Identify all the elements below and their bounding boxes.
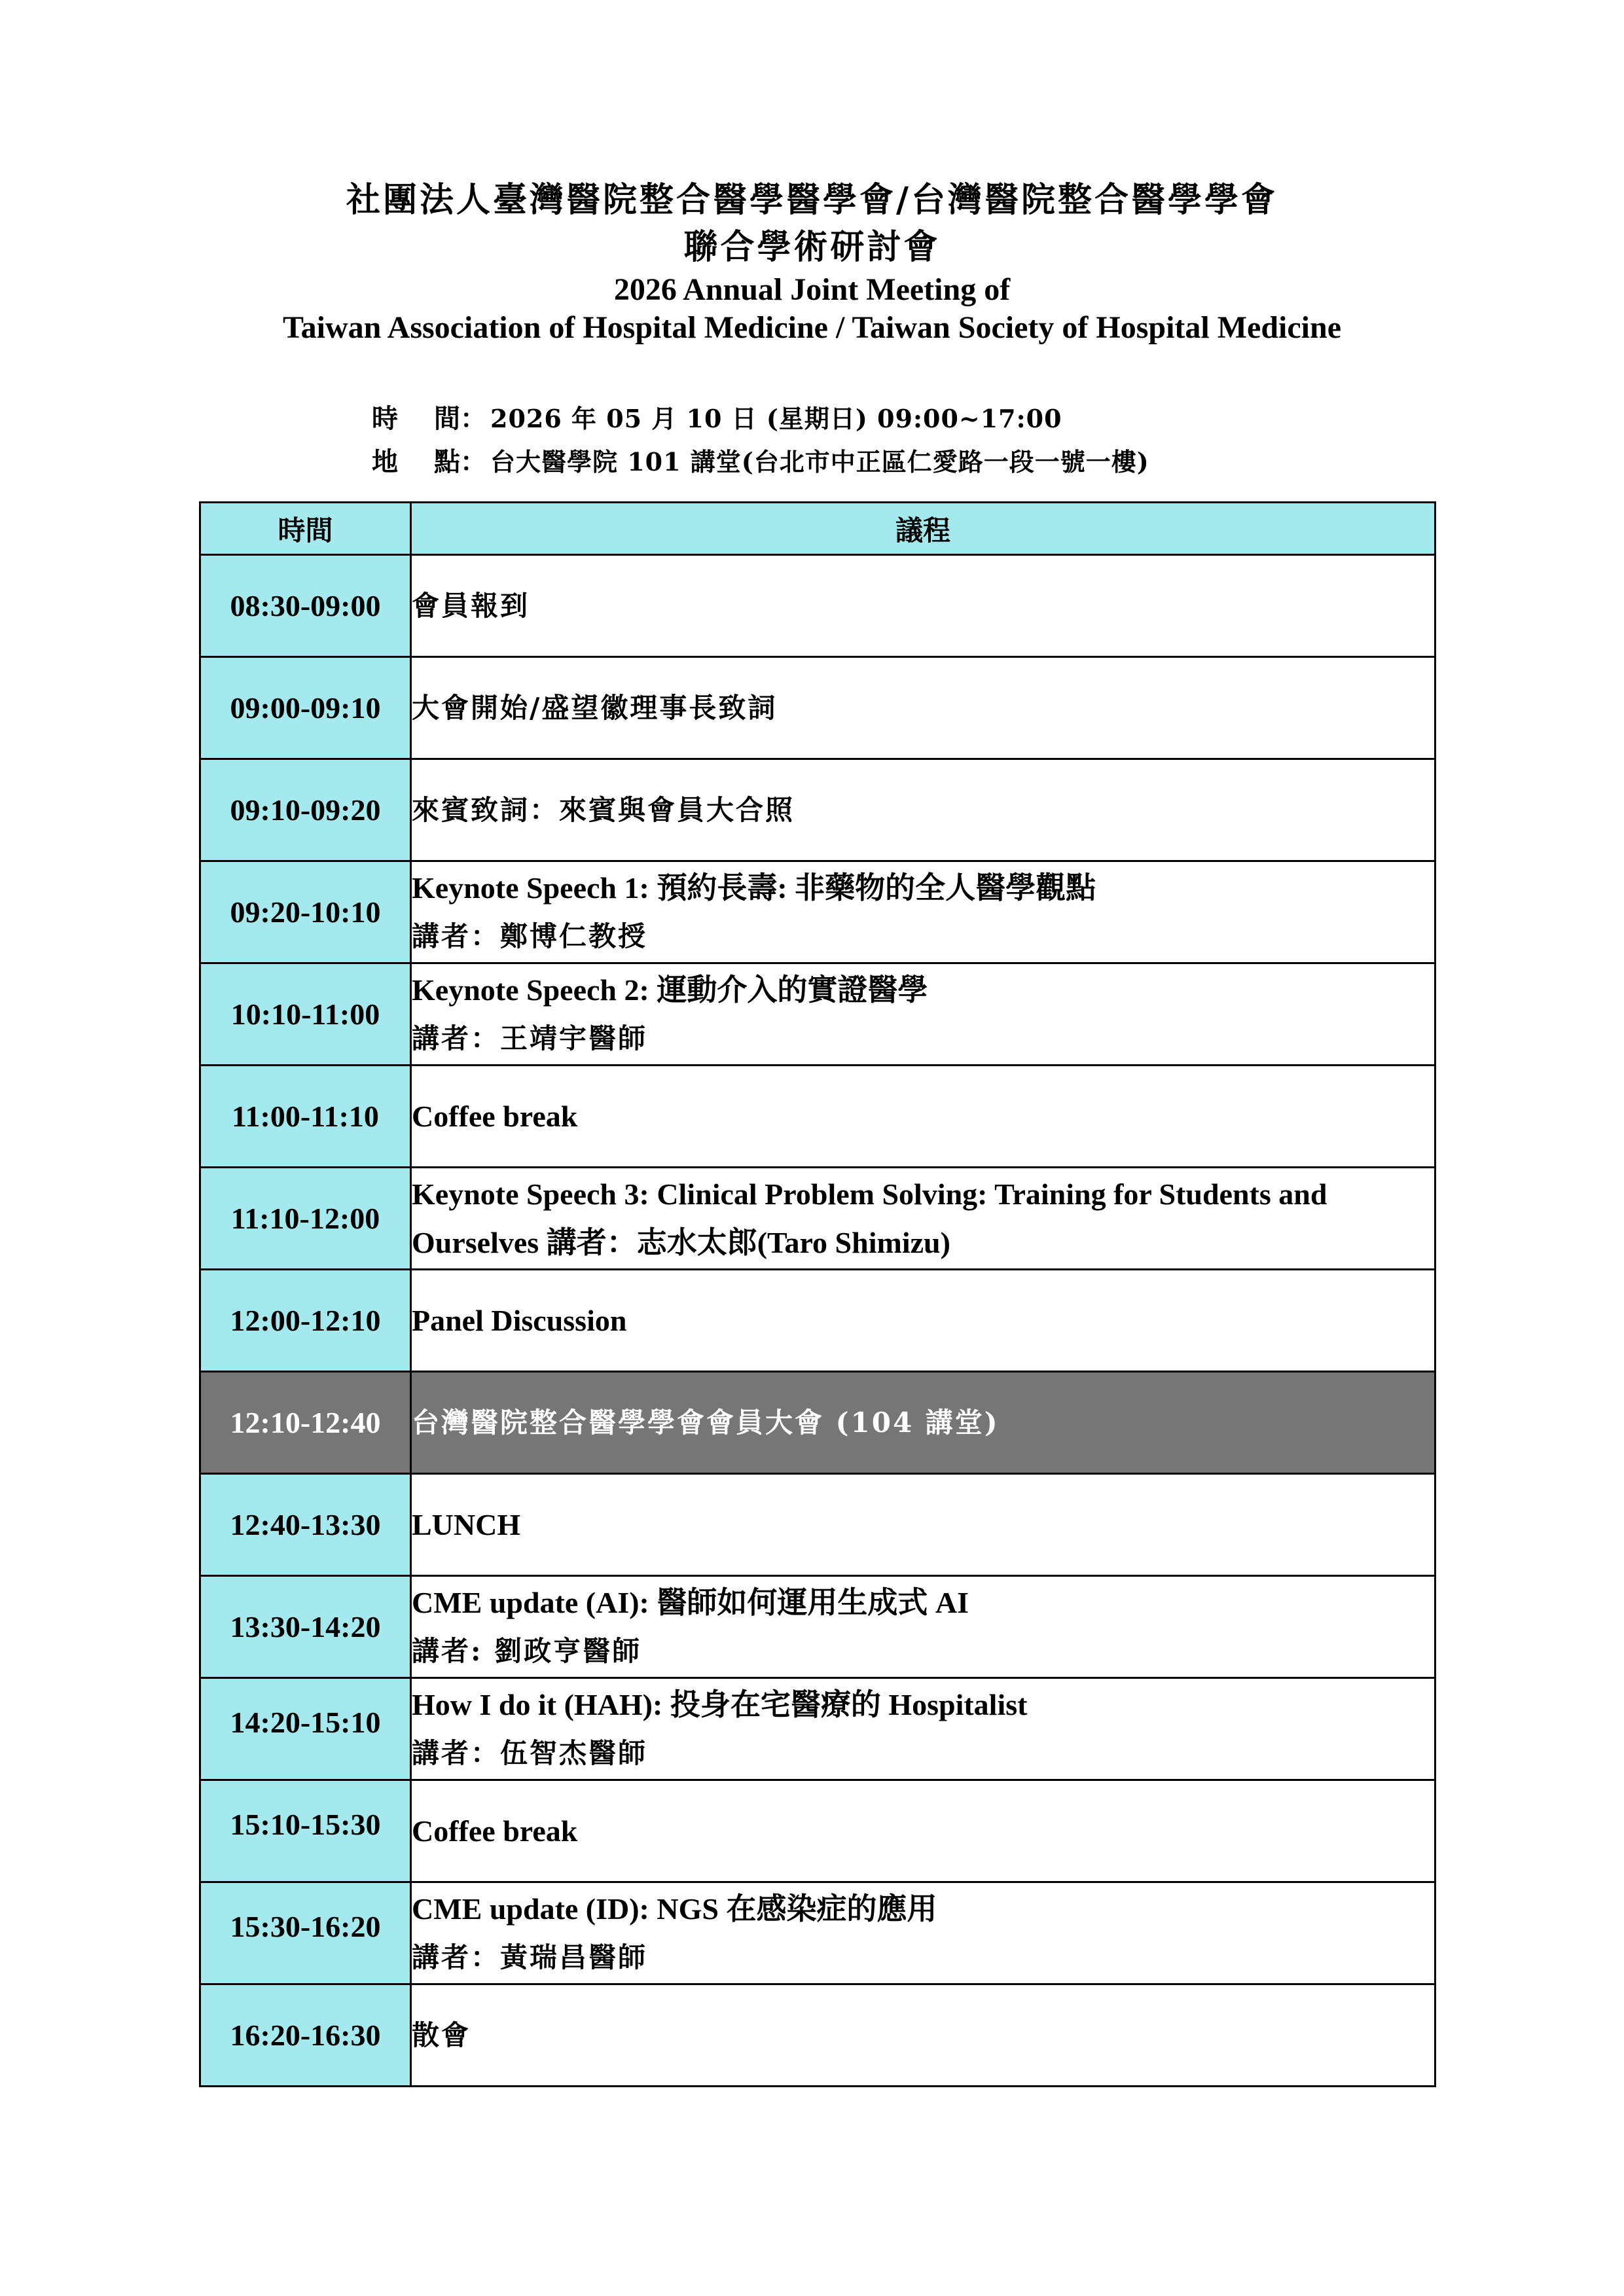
session-item xyxy=(411,861,1435,963)
session-time: 09:20-10:10 xyxy=(200,861,411,963)
session-title: CME update (ID): NGS 在感染症的應用 xyxy=(412,1892,937,1926)
table-row xyxy=(200,1678,1435,1780)
session-time: 16:20-16:30 xyxy=(200,1984,411,2087)
table-row xyxy=(200,1474,1435,1576)
session-title: 大會開始/盛望徽理事長致詞 xyxy=(412,691,778,724)
table-row xyxy=(200,1576,1435,1678)
session-title: Keynote Speech 1: 預約長壽: 非藥物的全人醫學觀點 xyxy=(412,870,1096,905)
title-en-line1: 2026 Annual Joint Meeting of xyxy=(613,272,1011,307)
session-title: Coffee break xyxy=(412,1099,578,1133)
meta-time-label-a: 時 xyxy=(372,403,398,434)
session-time: 08:30-09:00 xyxy=(200,555,411,657)
session-time: 15:30-16:20 xyxy=(200,1882,411,1984)
session-title: 來賓致詞：來賓與會員大合照 xyxy=(412,793,795,826)
session-speaker: Ourselves 講者：志水太郎(Taro Shimizu) xyxy=(412,1225,950,1259)
column-header-agenda: 議程 xyxy=(411,503,1435,555)
meta-place-label xyxy=(372,441,460,478)
session-item xyxy=(411,1168,1435,1270)
session-item xyxy=(411,1372,1435,1474)
event-meta xyxy=(372,398,1149,484)
session-title: LUNCH xyxy=(412,1507,521,1541)
session-item xyxy=(411,1984,1435,2087)
session-time: 12:10-12:40 xyxy=(200,1372,411,1474)
column-header-time: 時間 xyxy=(200,503,411,555)
meta-place-colon: ： xyxy=(460,446,486,477)
table-row xyxy=(200,1066,1435,1168)
meta-time-label-b: 間 xyxy=(434,403,460,434)
session-title: Coffee break xyxy=(412,1814,578,1848)
session-title: 散會 xyxy=(412,2018,471,2051)
meta-place-label-b: 點 xyxy=(434,446,460,477)
session-speaker: 講者：鄭博仁教授 xyxy=(412,920,648,952)
table-row xyxy=(200,657,1435,759)
session-item xyxy=(411,963,1435,1066)
session-title: Panel Discussion xyxy=(412,1303,627,1337)
agenda-table xyxy=(199,501,1436,2087)
session-speaker: 講者: 劉政亨醫師 xyxy=(412,1634,642,1667)
meta-place-row xyxy=(372,441,1149,484)
table-row-highlighted xyxy=(200,1372,1435,1474)
session-item xyxy=(411,1474,1435,1576)
session-time: 09:00-09:10 xyxy=(200,657,411,759)
table-row xyxy=(200,861,1435,963)
session-time: 12:40-13:30 xyxy=(200,1474,411,1576)
session-time: 11:10-12:00 xyxy=(200,1168,411,1270)
meta-time-colon: ： xyxy=(460,403,486,434)
table-row xyxy=(200,963,1435,1066)
table-row xyxy=(200,1882,1435,1984)
session-title: CME update (AI): 醫師如何運用生成式 AI xyxy=(412,1585,969,1619)
document-header xyxy=(0,177,1624,347)
session-item xyxy=(411,555,1435,657)
meta-place-label-a: 地 xyxy=(372,446,398,477)
session-title: Keynote Speech 2: 運動介入的實證醫學 xyxy=(412,973,928,1007)
session-item xyxy=(411,1066,1435,1168)
meta-time-row xyxy=(372,398,1149,441)
meta-time-label xyxy=(372,398,460,435)
session-item xyxy=(411,1882,1435,1984)
table-row xyxy=(200,759,1435,861)
agenda-header-row xyxy=(200,503,1435,555)
session-item xyxy=(411,1576,1435,1678)
session-time: 11:00-11:10 xyxy=(200,1066,411,1168)
session-title: 會員報到 xyxy=(412,589,530,622)
session-item xyxy=(411,1780,1435,1882)
session-title: Keynote Speech 3: Clinical Problem Solving: Training for Students and xyxy=(412,1177,1327,1211)
session-speaker: 講者：王靖宇醫師 xyxy=(412,1022,648,1054)
session-time: 14:20-15:10 xyxy=(200,1678,411,1780)
session-title: 台灣醫院整合醫學學會會員大會 (104 講堂) xyxy=(412,1406,1000,1439)
session-time: 13:30-14:20 xyxy=(200,1576,411,1678)
session-item xyxy=(411,1678,1435,1780)
session-item xyxy=(411,1270,1435,1372)
table-row xyxy=(200,1780,1435,1882)
session-time: 09:10-09:20 xyxy=(200,759,411,861)
meta-place-value: 台大醫學院 101 講堂(台北市中正區仁愛路一段一號一樓) xyxy=(490,447,1149,476)
title-zh-line1: 社團法人臺灣醫院整合醫學醫學會/台灣醫院整合醫學學會 xyxy=(346,180,1278,220)
session-item xyxy=(411,657,1435,759)
meta-time-value: 2026 年 05 月 10 日 (星期日) 09:00~17:00 xyxy=(490,404,1062,433)
table-row xyxy=(200,555,1435,657)
session-time: 10:10-11:00 xyxy=(200,963,411,1066)
session-speaker: 講者：伍智杰醫師 xyxy=(412,1736,648,1769)
table-row xyxy=(200,1270,1435,1372)
session-time: 15:10-15:30 xyxy=(200,1780,411,1882)
session-title: How I do it (HAH): 投身在宅醫療的 Hospitalist xyxy=(412,1687,1028,1721)
title-zh-line2: 聯合學術研討會 xyxy=(683,227,941,267)
table-row xyxy=(200,1168,1435,1270)
session-time: 12:00-12:10 xyxy=(200,1270,411,1372)
title-en-line2: Taiwan Association of Hospital Medicine / Taiwan Society of Hospital Medicine xyxy=(283,310,1341,345)
session-item xyxy=(411,759,1435,861)
table-row xyxy=(200,1984,1435,2087)
session-speaker: 講者：黃瑞昌醫師 xyxy=(412,1941,648,1973)
